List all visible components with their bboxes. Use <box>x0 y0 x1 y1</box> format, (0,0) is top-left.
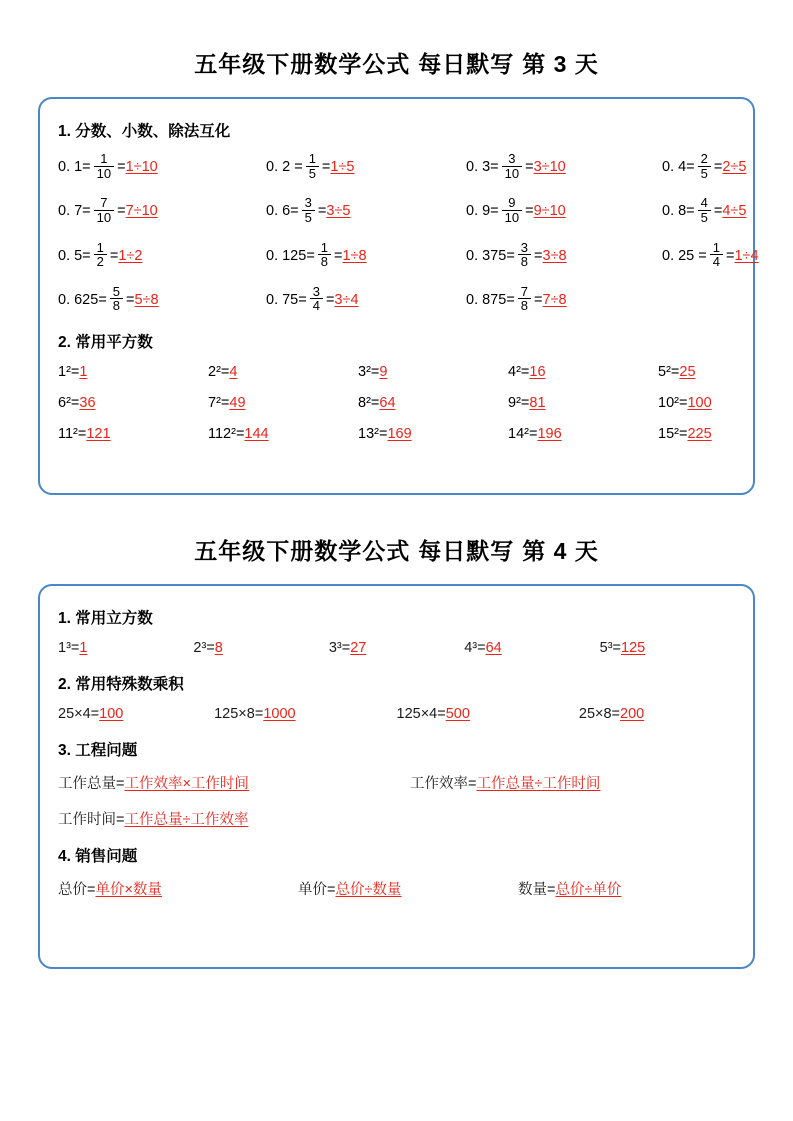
conversion-item: 0. 3= $\frac{3}{10}$ = 3÷10 <box>466 151 566 181</box>
fraction: $\frac{7}{8}$ <box>518 285 531 313</box>
fraction: $\frac{1}{5}$ <box>306 152 319 180</box>
conversion-item: 0. 6= $\frac{3}{5}$ = 3÷5 <box>266 195 351 225</box>
fraction: $\frac{1}{10}$ <box>94 152 114 180</box>
conversion-item: 0. 2 = $\frac{1}{5}$ = 1÷5 <box>266 151 355 181</box>
fraction: $\frac{3}{8}$ <box>518 241 531 269</box>
cube-item: 1³=1 <box>58 640 88 656</box>
cube-item: 3³=27 <box>328 640 367 656</box>
square-item: 112²=144 <box>208 426 269 443</box>
formula-item: 总价=单价×数量 <box>58 882 162 898</box>
square-item: 7²=49 <box>208 395 246 412</box>
cube-item: 5³=125 <box>599 640 646 656</box>
square-item: 10²=100 <box>658 395 712 412</box>
fraction: $\frac{5}{8}$ <box>110 285 123 313</box>
fraction: $\frac{3}{10}$ <box>502 152 522 180</box>
product-item: 125×8=1000 <box>214 706 296 722</box>
square-item: 4²=16 <box>508 364 546 381</box>
products-row <box>58 706 735 722</box>
product-item: 25×4=100 <box>58 706 124 722</box>
day3-title-sub: 每日默写 <box>418 51 515 77</box>
squares-row <box>58 395 735 411</box>
day4-section-1-heading: 1. 常用立方数 <box>58 610 153 627</box>
square-item: 3²=9 <box>358 364 388 381</box>
conversion-item: 0. 4= $\frac{2}{5}$ = 2÷5 <box>662 151 747 181</box>
day3-title-main: 五年级下册数学公式 <box>194 51 411 77</box>
day3-title <box>38 46 755 79</box>
work-formula-row <box>58 808 735 829</box>
conversion-row <box>58 283 735 314</box>
day4-title-day: 第 4 天 <box>522 538 599 564</box>
square-item: 15²=225 <box>658 426 712 443</box>
day3-section-1-heading: 1. 分数、小数、除法互化 <box>58 123 231 140</box>
square-item: 5²=25 <box>658 364 696 381</box>
conversion-item: 0. 5= $\frac{1}{2}$ = 1÷2 <box>58 239 143 270</box>
formula-item: 工作时间=工作总量÷工作效率 <box>58 812 249 828</box>
square-item: 6²=36 <box>58 395 96 412</box>
square-item: 2²=4 <box>208 364 238 381</box>
conversion-item: 0. 75= $\frac{3}{4}$ = 3÷4 <box>266 283 359 314</box>
square-item: 1²=1 <box>58 364 88 381</box>
fraction: $\frac{3}{4}$ <box>310 285 323 313</box>
square-item: 13²=169 <box>358 426 412 443</box>
formula-item: 工作效率=工作总量÷工作时间 <box>410 776 601 792</box>
day4-card <box>38 584 755 969</box>
product-item: 125×4=500 <box>396 706 470 722</box>
formula-item: 工作总量=工作效率×工作时间 <box>58 776 249 792</box>
conversion-item: 0. 8= $\frac{4}{5}$ = 4÷5 <box>662 195 747 225</box>
fraction: $\frac{4}{5}$ <box>698 196 711 224</box>
conversion-item: 0. 7= $\frac{7}{10}$ = 7÷10 <box>58 195 158 225</box>
conversion-item: 0. 375= $\frac{3}{8}$ = 3÷8 <box>466 239 567 270</box>
conversion-item: 0. 625= $\frac{5}{8}$ = 5÷8 <box>58 283 159 314</box>
cube-item: 4³=64 <box>464 640 502 656</box>
conversion-row <box>58 195 747 225</box>
square-item: 9²=81 <box>508 395 546 412</box>
day3-title-day: 第 3 天 <box>522 51 599 77</box>
conversion-item: 0. 875= $\frac{7}{8}$ = 7÷8 <box>466 283 567 314</box>
conversion-row <box>58 151 747 181</box>
day3-section-2-heading: 2. 常用平方数 <box>58 334 153 352</box>
fraction: $\frac{1}{8}$ <box>318 241 331 269</box>
fraction: $\frac{1}{4}$ <box>710 241 723 269</box>
fraction: $\frac{7}{10}$ <box>94 196 114 224</box>
fraction: $\frac{9}{10}$ <box>502 196 522 224</box>
work-formula-row <box>58 772 735 793</box>
squares-row <box>58 364 735 380</box>
day4-title-sub: 每日默写 <box>418 538 515 564</box>
day4-title-main: 五年级下册数学公式 <box>194 538 411 564</box>
day3-card <box>38 97 759 495</box>
cube-item: 2³=8 <box>193 640 223 656</box>
day4-section-2-heading: 2. 常用特殊数乘积 <box>58 676 184 693</box>
cubes-row <box>58 640 735 656</box>
sales-formula-row <box>58 878 735 899</box>
conversion-item: 0. 9= $\frac{9}{10}$ = 9÷10 <box>466 195 566 225</box>
day4-section-4-heading: 4. 销售问题 <box>58 848 138 865</box>
product-item: 25×8=200 <box>578 706 645 722</box>
fraction: $\frac{1}{2}$ <box>94 241 107 269</box>
square-item: 11²=121 <box>58 426 111 443</box>
fraction: $\frac{3}{5}$ <box>302 196 315 224</box>
fraction: $\frac{2}{5}$ <box>698 152 711 180</box>
day4-title <box>38 533 755 566</box>
conversion-item: 0. 25 = $\frac{1}{4}$ = 1÷4 <box>662 239 759 270</box>
formula-item: 数量=总价÷单价 <box>518 882 622 898</box>
square-item: 14²=196 <box>508 426 562 443</box>
conversion-item: 0. 1= $\frac{1}{10}$ = 1÷10 <box>58 151 158 181</box>
conversion-row <box>58 239 759 270</box>
square-item: 8²=64 <box>358 395 396 412</box>
formula-item: 单价=总价÷数量 <box>298 882 402 898</box>
squares-row <box>58 426 735 442</box>
day4-section-3-heading: 3. 工程问题 <box>58 742 138 759</box>
conversion-item: 0. 125= $\frac{1}{8}$ = 1÷8 <box>266 239 367 270</box>
